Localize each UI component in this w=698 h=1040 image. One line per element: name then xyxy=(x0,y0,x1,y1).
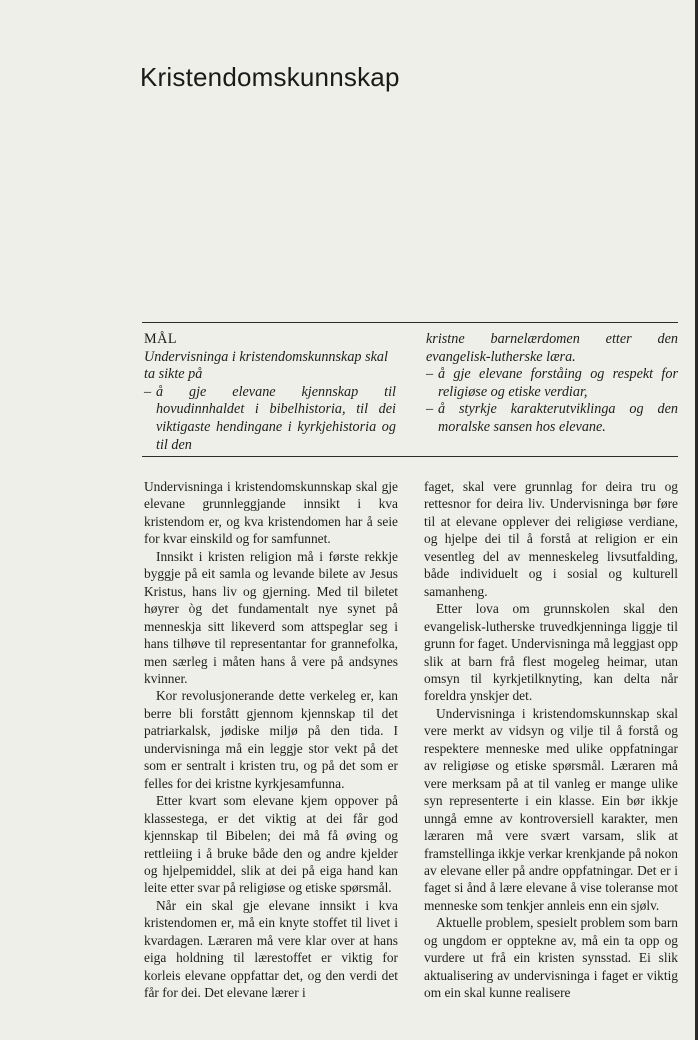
paragraph: Innsikt i kristen religion må i første rekkje byggje på eit samla og levande bilete av Jesus Kristus, hans liv og gjerning. Med til biletet høyrer òg det fundamentalt nye synet på menneskja sitt likeverd som attspeglar seg i hans tilhøve til representantar for grannefolka, men særleg i måten hans å vere på andsynes kvinner. xyxy=(144,548,398,686)
goals-heading: MÅL xyxy=(144,331,178,347)
paragraph: Etter lova om grunnskolen skal den evangelisk-lutherske truvedkjenninga liggje til grunn for faget. Undervisninga må leggjast opp slik at barn frå flest mogeleg heimar, utan omsyn til kyrkjetilknyting, kan delta når foreldra ynskjer det. xyxy=(424,601,678,704)
goals-column-right xyxy=(426,331,678,437)
goals-intro: Undervisninga i kristendomskunnskap skal ta sikte på xyxy=(144,348,388,383)
goal-item-1 xyxy=(144,384,396,454)
goal-item-2-text: å gje elevane forståing og respekt for religiøse og etiske verdiar, xyxy=(438,366,678,400)
paragraph: Undervisninga i kristendomskunnskap skal gje elevane grunnleggjande innsikt i kva kristendom er, og kva kristendomen har å seie for kvar einskild og for samfunnet. xyxy=(144,479,398,547)
goals-box xyxy=(144,331,678,451)
chapter-title: Kristendomskunnskap xyxy=(140,62,400,92)
goals-top-rule xyxy=(142,322,678,323)
goal-item-1-continuation: kristne barnelærdomen etter den evangelisk-lutherske læra. xyxy=(426,331,678,365)
goal-dash: – xyxy=(144,383,152,400)
body-column-left xyxy=(144,478,398,1002)
goals-column-left xyxy=(144,331,396,454)
goal-item-3-text: å styrkje karakterutviklinga og den moralske sansen hos elevane. xyxy=(438,401,678,435)
goal-item-2 xyxy=(426,366,678,401)
body-column-right xyxy=(424,478,678,1002)
paragraph: Kor revolusjonerande dette verkeleg er, kan berre bli forstått gjennom kjennskap til det patriarkalsk, jødiske miljø på den tida. I undervisninga må ein leggje stor vekt på det som er sentralt i kristen tru, og på det som er felles for dei kristne kyrkjesamfunna. xyxy=(144,688,398,791)
body-text xyxy=(144,478,678,1038)
goals-bottom-rule xyxy=(142,456,678,457)
goal-dash: – xyxy=(426,401,434,418)
goal-item-3 xyxy=(426,401,678,436)
paragraph: faget, skal vere grunnlag for deira tru og rettesnor for deira liv. Undervisninga bør føre til at elevane opplever dei religiøse verdiane, og hjelpe dei til å forstå at religion er ein vesentleg del av menneskeleg livsutfalding, både individuelt og i sosial og kulturell samanheng. xyxy=(424,479,678,599)
goal-item-1-text: å gje elevane kjennskap til hovudinnhaldet i bibelhistoria, til dei viktigaste hendingane i kyrkjehistoria og til den xyxy=(156,383,396,453)
paragraph: Aktuelle problem, spesielt problem som barn og ungdom er opptekne av, må ein ta opp og vurdere ut frå ein kristen synsstad. Ei slik aktualisering av undervisninga i faget er viktig om ein skal kunne realisere xyxy=(424,915,678,1001)
paragraph: Undervisninga i kristendomskunnskap skal vere merkt av vidsyn og vilje til å forstå og respektere menneske med ulike oppfatningar av religiøse og etiske spørsmål. Læraren må vere merksam på at til vanleg er mange ulike syn representerte i ein klasse. Ein bør ikkje unngå emne av kontroversiell karakter, men læraren må vere svært varsam, slik at framstellinga ikkje verkar krenkjande på nokon av elevane eller på andre oppfatningar. Det er i faget si ånd å lære elevane å vise toleranse mot menneske som tenkjer annleis enn ein sjølv. xyxy=(424,705,678,913)
paragraph: Etter kvart som elevane kjem oppover på klassestega, er det viktig at dei får god kjennskap til Bibelen; dei må få øving og rettleiing i å bruke både den og andre kjelder og hjelpemiddel, slik at dei på eiga hand kan leite etter svar på religiøse og etiske spørsmål. xyxy=(144,793,398,896)
goal-dash: – xyxy=(426,366,434,383)
paragraph: Når ein skal gje elevane innsikt i kva kristendomen er, må ein knyte stoffet til livet i kvardagen. Læraren må vere klar over at hans eiga holdning til lærestoffet er viktig for korleis elevane oppfattar det, og den verdi det får for dei. Det elevane lærer i xyxy=(144,897,398,1001)
